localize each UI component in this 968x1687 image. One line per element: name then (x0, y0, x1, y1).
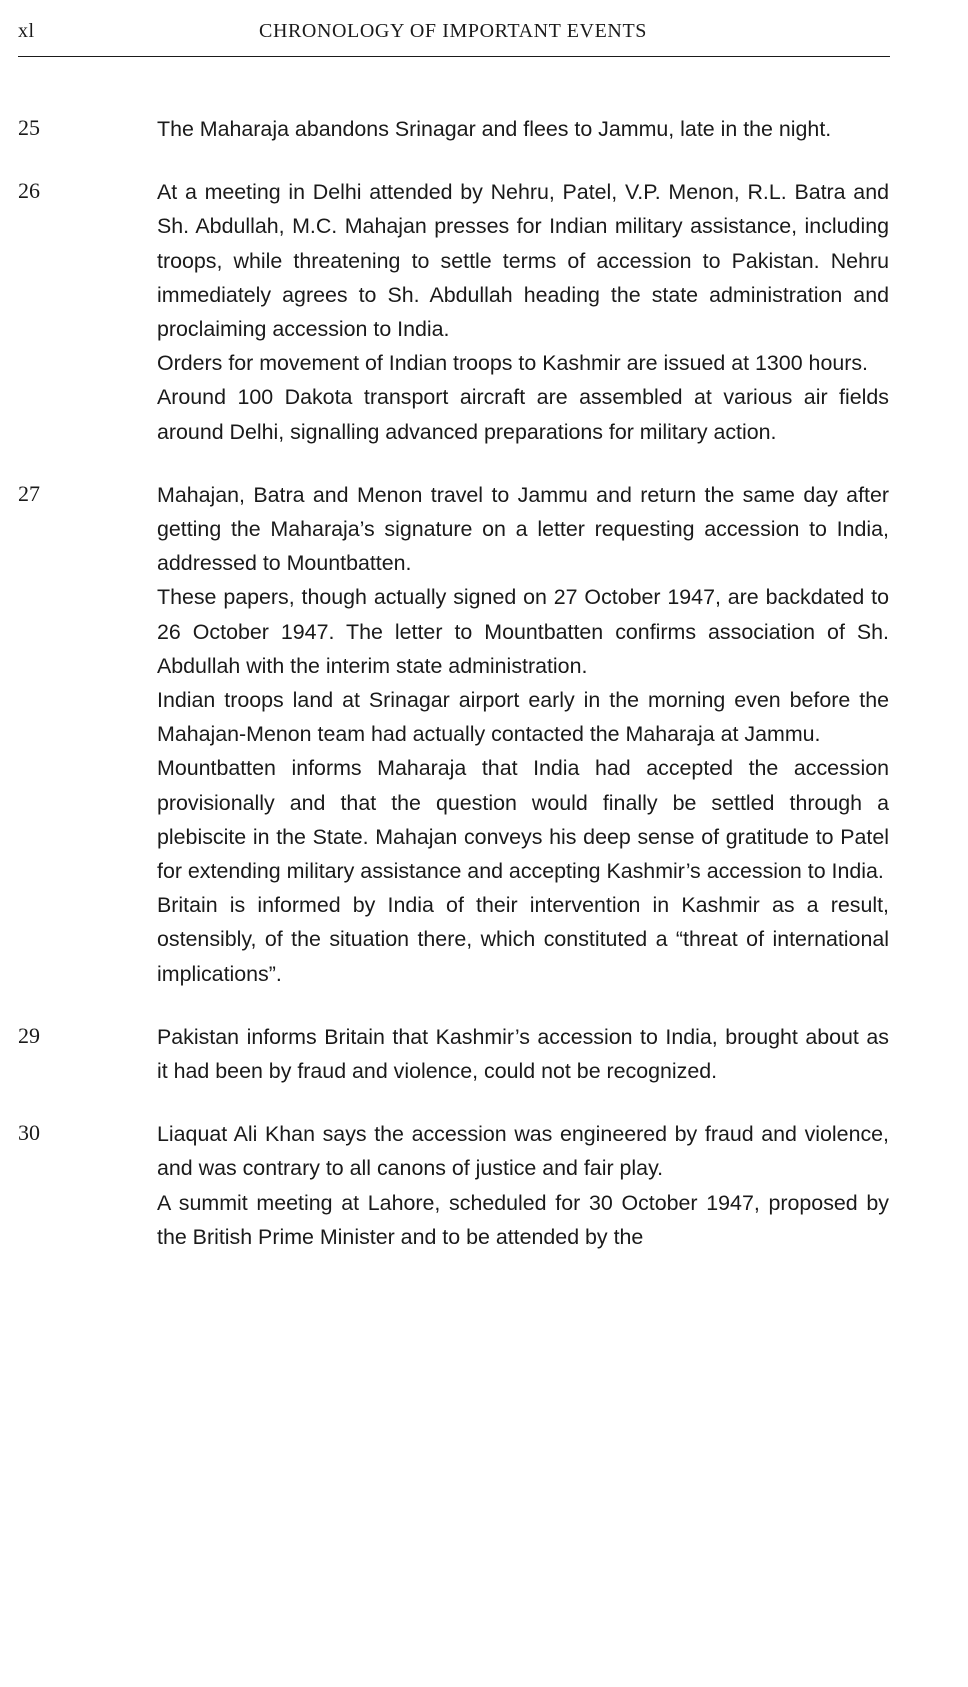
chronology-entries (0, 112, 968, 1283)
entry-day: 25 (18, 115, 40, 140)
entry-day: 30 (18, 1120, 40, 1146)
entry-day: 26 (18, 178, 40, 204)
entry-paragraph: A summit meeting at Lahore, scheduled for 30 October 1947, proposed by the British Prime Minister and to be attended by the (157, 1190, 889, 1249)
entry-text (157, 175, 889, 449)
entry-paragraph: These papers, though actually signed on 27 October 1947, are backdated to 26 October 1947. The letter to Mountbatten confirms association of Sh. Abdullah with the interim state administration. (157, 585, 889, 678)
entry-paragraph: Around 100 Dakota transport aircraft are assembled at various air fields around Delhi, signalling advanced preparations for military action. (157, 385, 889, 444)
entry-day-27 (0, 478, 968, 991)
entry-paragraph: Indian troops land at Srinagar airport early in the morning even before the Mahajan-Menon team had actually contacted the Maharaja at Jammu. (157, 688, 889, 747)
running-head (18, 20, 888, 60)
entry-paragraph: Mountbatten informs Maharaja that India had accepted the accession provisionally and that the question would finally be settled through a plebiscite in the State. Mahajan conveys his deep sense of gratitude to Patel for extending military assistance and accepting Kashmir’s accession to India. (157, 756, 889, 884)
entry-text (157, 478, 889, 991)
page-number: xl (18, 20, 35, 42)
entry-paragraph: At a meeting in Delhi attended by Nehru, Patel, V.P. Menon, R.L. Batra and Sh. Abdullah, M.C. Mahajan presses for Indian military assistance, including troops, while threatening to settle terms of accession to Pakistan. Nehru immediately agrees to Sh. Abdullah heading the state administration and proclaiming accession to India. (157, 180, 889, 342)
entry-paragraph: Pakistan informs Britain that Kashmir’s accession to India, brought about as it had been by fraud and violence, could not be recognized. (157, 1024, 889, 1084)
header-rule (18, 56, 890, 57)
entry-day: 29 (18, 1022, 40, 1048)
entry-day-26 (0, 175, 968, 449)
entry-text (157, 112, 889, 146)
entry-text (157, 1117, 889, 1254)
entry-text (157, 1020, 889, 1088)
entry-paragraph: Orders for movement of Indian troops to Kashmir are issued at 1300 hours. (157, 351, 868, 376)
entry-day-30 (0, 1117, 968, 1254)
entry-day: 27 (18, 480, 40, 506)
entry-paragraph: Britain is informed by India of their intervention in Kashmir as a result, ostensibly, of the situation there, which constituted a “threat of international implications”. (157, 893, 889, 986)
entry-paragraph: Mahajan, Batra and Menon travel to Jammu and return the same day after getting the Maharaja’s signature on a letter requesting accession to India, addressed to Mountbatten. (157, 482, 889, 576)
entry-paragraph: Liaquat Ali Khan says the accession was engineered by fraud and violence, and was contrary to all canons of justice and fair play. (157, 1122, 889, 1181)
entry-day-29 (0, 1020, 968, 1088)
entry-paragraph: The Maharaja abandons Srinagar and flees to Jammu, late in the night. (157, 117, 832, 141)
entry-day-25 (0, 112, 968, 146)
running-title: CHRONOLOGY OF IMPORTANT EVENTS (259, 20, 647, 42)
